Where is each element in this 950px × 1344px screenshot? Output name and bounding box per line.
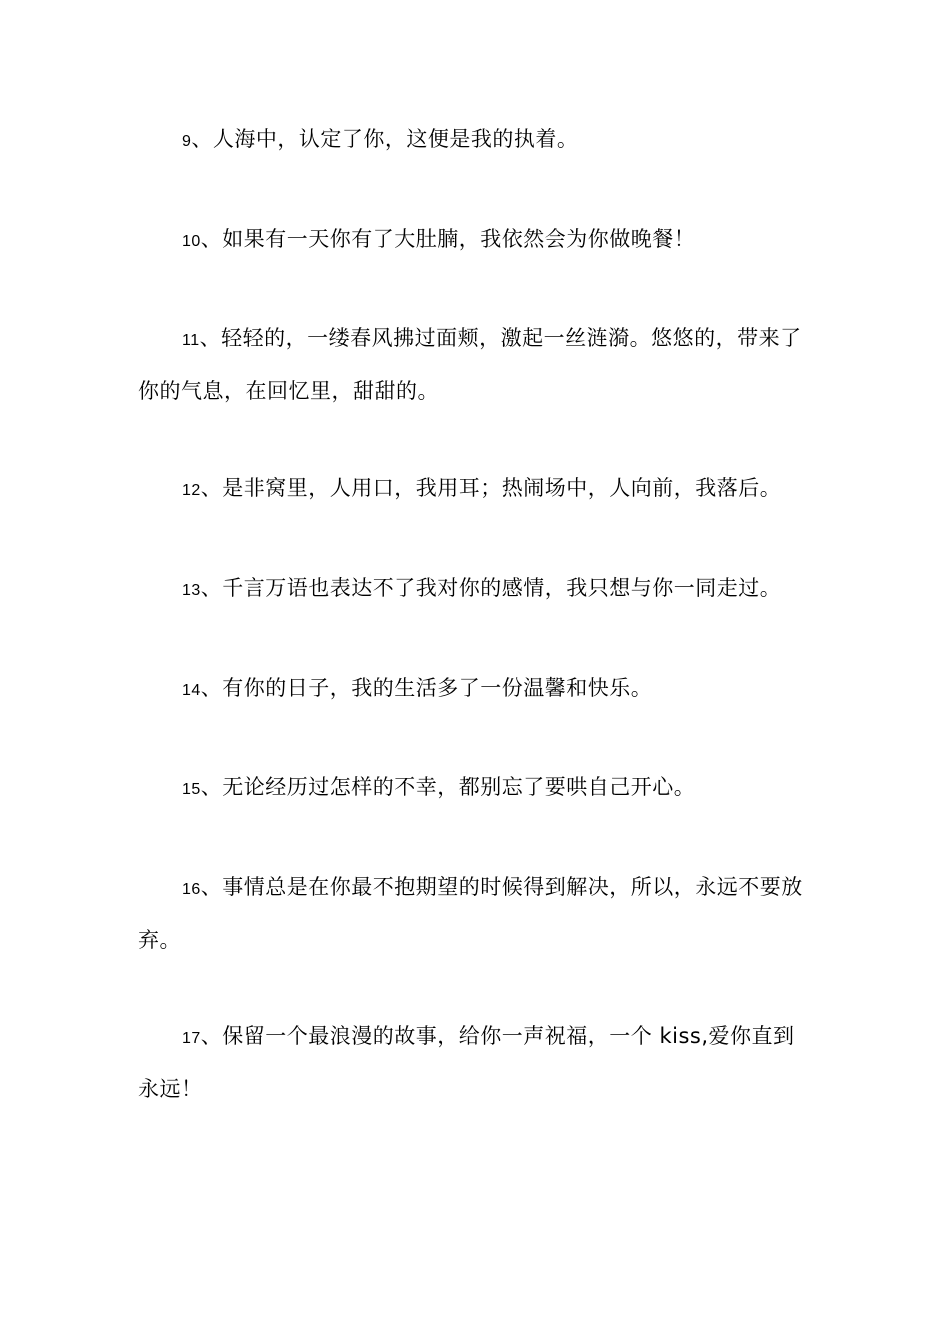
paragraph-9 xyxy=(138,114,810,167)
paragraph-11 xyxy=(138,313,810,416)
paragraph-text: 、无论经历过怎样的不幸，都别忘了要哄自己开心。 xyxy=(200,775,696,799)
paragraph-16 xyxy=(138,862,810,965)
paragraph-number: 13 xyxy=(182,582,201,599)
paragraph-number: 11 xyxy=(182,332,200,349)
paragraph-text: 、事情总是在你最不抱期望的时候得到解决，所以，永远不要放弃。 xyxy=(138,875,803,952)
paragraph-text: 、有你的日子，我的生活多了一份温馨和快乐。 xyxy=(200,676,653,700)
paragraph-number: 10 xyxy=(182,233,201,250)
paragraph-10 xyxy=(138,214,810,267)
paragraph-text: 、人海中，认定了你，这便是我的执着。 xyxy=(191,127,579,151)
paragraph-text: 、保留一个最浪漫的故事，给你一声祝福，一个 kiss,爱你直到永远！ xyxy=(138,1024,795,1101)
paragraph-14 xyxy=(138,663,810,716)
paragraph-number: 15 xyxy=(182,781,201,798)
paragraph-number: 9 xyxy=(182,133,192,150)
paragraph-text: 、如果有一天你有了大肚腩，我依然会为你做晚餐！ xyxy=(200,227,696,251)
paragraph-number: 16 xyxy=(182,881,201,898)
paragraph-13 xyxy=(138,563,810,616)
paragraph-15 xyxy=(138,762,810,815)
paragraph-number: 12 xyxy=(182,482,201,499)
paragraph-text: 、千言万语也表达不了我对你的感情，我只想与你一同走过。 xyxy=(200,576,782,600)
paragraph-text: 、轻轻的，一缕春风拂过面颊，激起一丝涟漪。悠悠的，带来了你的气息，在回忆里，甜甜的。 xyxy=(138,326,802,403)
paragraph-17 xyxy=(138,1011,810,1114)
paragraph-number: 17 xyxy=(182,1030,201,1047)
paragraph-12 xyxy=(138,463,810,516)
paragraph-text: 、是非窝里，人用口，我用耳；热闹场中，人向前，我落后。 xyxy=(200,476,782,500)
paragraph-number: 14 xyxy=(182,682,201,699)
